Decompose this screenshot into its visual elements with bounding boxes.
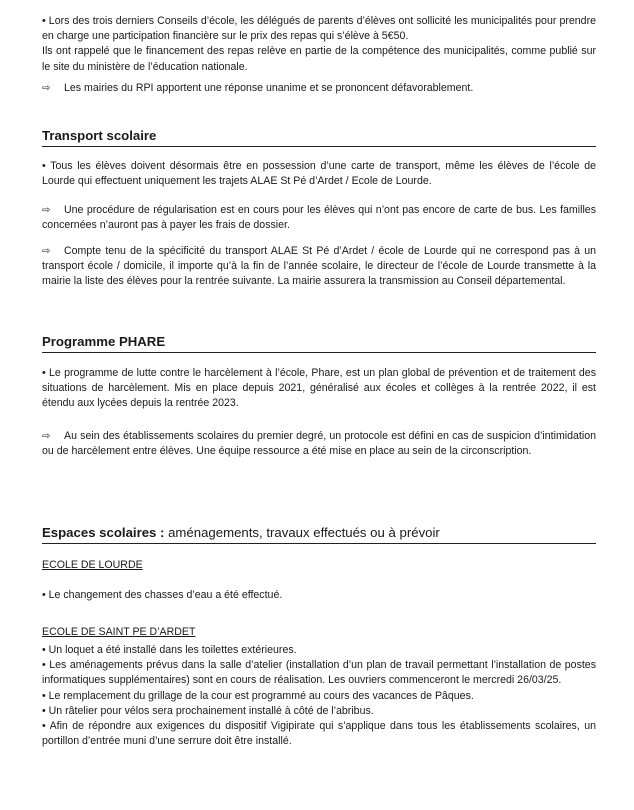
phare-paragraph-2-text: Au sein des établissements scolaires du premier degré, un protocole est défini en cas de suspicion d’intimidation ou de harcèlement entre élèves. Une équipe ressource a été mise en place au sein de la circonscription. [42, 430, 596, 458]
list-item: • Afin de répondre aux exigences du dispositif Vigipirate qui s’applique dans tous les établissements scolaires, un portillon d’entrée muni d’une serrure doit être installé. [42, 720, 596, 748]
subheading-lourde: ECOLE DE LOURDE [42, 559, 143, 571]
list-item: • Les aménagements prévus dans la salle d’atelier (installation d’un plan de travail permettant l’installation de postes informatiques supplémentaires) sont en cours de réalisation. Les ouvriers commenceront le mercredi 26/03/25. [42, 659, 596, 687]
phare-paragraph-1: • Le programme de lutte contre le harcèlement à l’école, Phare, est un plan global de prévention et de traitement des situations de harcèlement. Mis en place depuis 2021, généralisé aux écoles et collèges à la rentrée 2022, il est étendu aux lycées depuis la rentrée 2023. [42, 367, 596, 410]
transport-paragraph-1: • Tous les élèves doivent désormais être en possession d’une carte de transport, même les élèves de l’école de Lourde qui effectuent uniquement les trajets ALAE St Pé d’Ardet / Ecole de Lourde. [42, 160, 596, 188]
heading-espaces-bold: Espaces scolaires : [42, 525, 165, 540]
intro-paragraph-3: Les mairies du RPI apportent une réponse unanime et se prononcent défavorablement. [64, 82, 474, 94]
heading-transport: Transport scolaire [42, 128, 596, 147]
heading-espaces-rest: aménagements, travaux effectués ou à prévoir [164, 525, 440, 540]
saint-pe-list [42, 643, 596, 749]
intro-conclusion [42, 81, 596, 96]
subheading-saint-pe: ECOLE DE SAINT PE D’ARDET [42, 626, 196, 638]
arrow-icon: ⇨ [42, 205, 51, 216]
arrow-icon: ⇨ [42, 246, 51, 257]
intro-paragraph-2: Ils ont rappelé que le financement des repas relève en partie de la compétence des municipalités, comme publié sur le site du ministère de l’éducation nationale. [42, 45, 596, 73]
lourde-paragraph-1: • Le changement des chasses d’eau a été effectué. [42, 589, 283, 601]
phare-paragraph-2 [42, 429, 596, 459]
intro-section [42, 14, 596, 75]
arrow-icon: ⇨ [42, 431, 51, 442]
list-item: • Le remplacement du grillage de la cour est programmé au cours des vacances de Pâques. [42, 689, 474, 702]
list-item: • Un râtelier pour vélos sera prochainement installé à côté de l’abribus. [42, 704, 374, 717]
transport-paragraph-3-text: Compte tenu de la spécificité du transport ALAE St Pé d’Ardet / école de Lourde qui ne correspond pas à un transport école / domicile, il importe qu’à la fin de l’année scolaire, le directeur de l’école de Lourde transmette à la mairie la liste des élèves pour la rentrée suivante. La mairie assurera la transmission au Conseil départemental. [42, 245, 596, 288]
heading-espaces [42, 525, 596, 544]
heading-phare: Programme PHARE [42, 334, 596, 353]
transport-paragraph-2-text: Une procédure de régularisation est en cours pour les élèves qui n’ont pas encore de carte de bus. Les familles concernées n’auront pas à payer les frais de dossier. [42, 204, 596, 232]
list-item: • Un loquet a été installé dans les toilettes extérieures. [42, 644, 297, 656]
transport-paragraph-3 [42, 244, 596, 290]
arrow-icon: ⇨ [42, 83, 51, 94]
transport-paragraph-2 [42, 203, 596, 233]
intro-paragraph-1: • Lors des trois derniers Conseils d’école, les délégués de parents d’élèves ont sollicité les municipalités pour prendre en charge une participation financière sur le prix des repas qui s’élève à 5€50. [42, 15, 596, 43]
